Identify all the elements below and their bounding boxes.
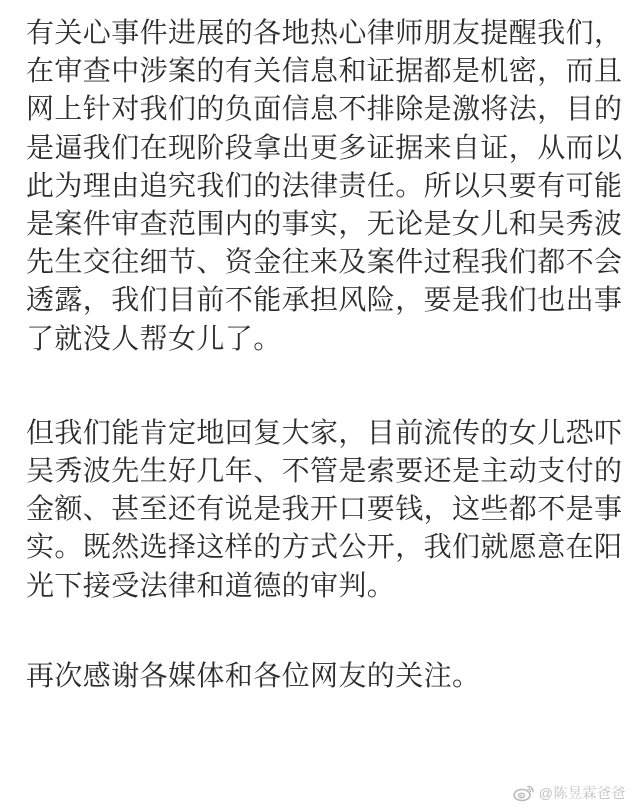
text-line: 在审查中涉案的有关信息和证据都是机密，而且 xyxy=(26,54,623,88)
text-line: 金额、甚至还有说是我开口要钱，这些都不是事 xyxy=(26,492,623,526)
text-line: 网上针对我们的负面信息不排除是激将法，目的 xyxy=(26,92,623,126)
text-line: 是逼我们在现阶段拿出更多证据来自证，从而以 xyxy=(26,130,623,164)
text-line: 光下接受法律和道德的审判。 xyxy=(26,568,396,602)
weibo-watermark xyxy=(513,782,626,804)
paragraph-3 xyxy=(26,657,626,695)
text-line: 有关心事件进展的各地热心律师朋友提醒我们， xyxy=(26,16,623,49)
weibo-logo-icon xyxy=(513,784,535,802)
paragraph-2 xyxy=(26,414,626,605)
text-line: 再次感谢各媒体和各位网友的关注。 xyxy=(26,658,481,692)
text-line: 透露，我们目前不能承担风险，要是我们也出事 xyxy=(26,283,623,317)
watermark-handle: @陈昱霖爸爸 xyxy=(538,785,626,801)
paragraph-spacer xyxy=(26,358,626,414)
text-line: 但我们能肯定地回复大家，目前流传的女儿恐吓 xyxy=(26,415,623,449)
text-line: 先生交往细节、资金往来及案件过程我们都不会 xyxy=(26,245,623,279)
paragraph-1 xyxy=(26,14,626,358)
text-line: 是案件审查范围内的事实，无论是女儿和吴秀波 xyxy=(26,207,623,241)
text-line: 此为理由追究我们的法律责任。所以只要有可能 xyxy=(26,168,623,202)
text-line: 了就没人帮女儿了。 xyxy=(26,321,282,355)
paragraph-spacer xyxy=(26,605,626,657)
text-line: 吴秀波先生好几年、不管是索要还是主动支付的 xyxy=(26,454,623,488)
document-body xyxy=(26,14,626,695)
text-line: 实。既然选择这样的方式公开，我们就愿意在阳 xyxy=(26,530,623,564)
